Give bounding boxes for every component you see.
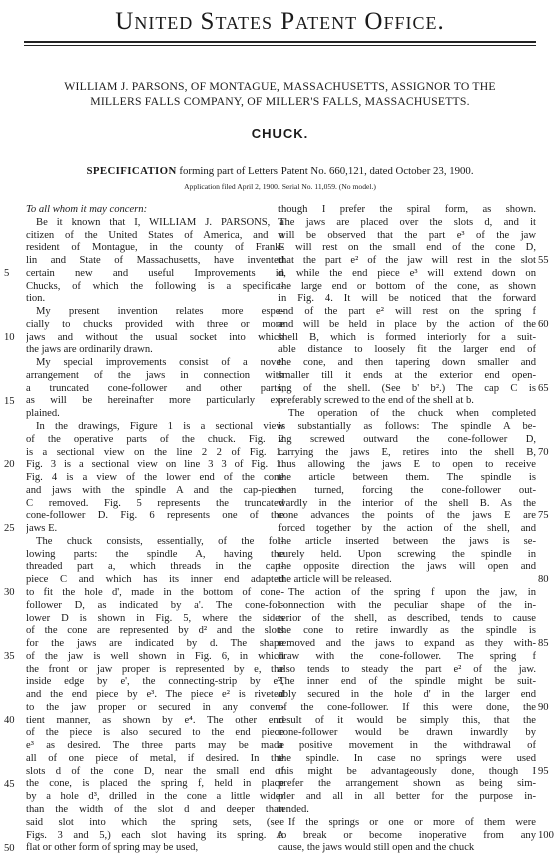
text-line: The operation of the chuck when completed: [278, 408, 536, 421]
text-line: a positive movement in the withdrawal of: [278, 740, 536, 753]
text-line: the article will be released.: [278, 574, 536, 587]
text-line: e³ as desired. The three parts may be made: [26, 740, 284, 753]
text-line: and will be held in place by the action of the: [278, 319, 536, 332]
text-line: of the operative parts of the chuck. Fig. 2: [26, 434, 284, 447]
text-line: carrying the jaws E, retires into the shell B,: [278, 447, 536, 460]
text-line: arrangement of the jaws in connection with: [26, 370, 284, 383]
text-line: and jaws with the spindle A and the cap-piece: [26, 485, 284, 498]
text-line: able distance to loosely fit the larger end of: [278, 344, 536, 357]
text-line: that the part e² of the jaw will rest in the slot: [278, 255, 536, 268]
line-number: 20: [4, 459, 24, 472]
text-line: than the width of the slot d and deeper than: [26, 804, 284, 817]
text-line: this might be advantageously done, though I: [278, 766, 536, 779]
text-line: flat or other form of spring may be used,: [26, 842, 284, 855]
text-line: resident of Montague, in the county of Frank-: [26, 242, 284, 255]
text-line: pler and all in all better for the purpose in-: [278, 791, 536, 804]
text-line: ably secured in the hole d' in the larger end: [278, 689, 536, 702]
text-line: The inner end of the spindle might be suit-: [278, 676, 536, 689]
line-number: 75: [538, 510, 558, 523]
text-line: connection with the peculiar shape of the in-: [278, 600, 536, 613]
patent-office-heading: United States Patent Office.: [0, 8, 560, 36]
patent-title: CHUCK.: [0, 126, 560, 141]
line-number: 15: [4, 396, 24, 409]
text-line: The jaws are placed over the slots d, and it: [278, 217, 536, 230]
text-line: jaws E.: [26, 523, 284, 536]
line-number: 85: [538, 638, 558, 651]
text-line: Be it known that I, WILLIAM J. PARSONS, a: [26, 217, 284, 230]
text-line: In the drawings, Figure 1 is a sectional view: [26, 421, 284, 434]
right-text-column: [278, 204, 536, 855]
text-line: preferably screwed to the end of the shell at b.: [278, 395, 536, 408]
text-line: certain new and useful Improvements in: [26, 268, 284, 281]
text-line: the article between them. The spindle is: [278, 472, 536, 485]
text-line: Fig. 3 is a sectional view on line 3 3 of Fig. 1.: [26, 459, 284, 472]
text-line: the cone to retire inwardly as the spindle is: [278, 625, 536, 638]
text-line: draw with the cone-follower. The spring f: [278, 651, 536, 664]
text-line: curely held. Upon screwing the spindle in: [278, 549, 536, 562]
text-line: to the jaw proper or secured in any conven-: [26, 702, 284, 715]
text-line: though I prefer the spiral form, as shown.: [278, 204, 536, 217]
text-line: tient manner, as shown by e⁴. The other end: [26, 715, 284, 728]
text-line: cone-follower D. Fig. 6 represents one of the: [26, 510, 284, 523]
text-line: the opposite direction the jaws will open and: [278, 561, 536, 574]
text-line: ing screwed outward the cone-follower D,: [278, 434, 536, 447]
text-line: in Fig. 4. It will be noticed that the forward: [278, 293, 536, 306]
text-line: C removed. Fig. 5 represents the truncated: [26, 498, 284, 511]
text-line: piece C and which has its inner end adapted: [26, 574, 284, 587]
text-line: the cone, is placed the spring f, held in place: [26, 778, 284, 791]
text-line: also tends to steady the part e² of the jaw.: [278, 664, 536, 677]
text-line: prefer the arrangement shown as being sim-: [278, 778, 536, 791]
line-number: 100: [538, 830, 558, 843]
line-number: 60: [538, 319, 558, 332]
line-number: 40: [4, 715, 24, 728]
text-line: thus allowing the jaws E to open to receive: [278, 459, 536, 472]
text-line: plained.: [26, 408, 284, 421]
text-line: to fit the hole d', made in the bottom of cone-: [26, 587, 284, 600]
text-line: of the piece is also secured to the end piece: [26, 727, 284, 740]
text-line: smaller till it ends at the exterior end open-: [278, 370, 536, 383]
text-line: Figs. 3 and 5,) each slot having its spring. A: [26, 830, 284, 843]
line-number: 50: [4, 843, 24, 855]
text-line: the large end or bottom of the cone, as shown: [278, 281, 536, 294]
text-line: said slot into which the spring sets, (see: [26, 817, 284, 830]
text-line: the spindle. In case no springs were used: [278, 753, 536, 766]
text-line: forced together by the action of the shell, and: [278, 523, 536, 536]
line-number: 80: [538, 574, 558, 587]
text-line: cone-follower would be drawn inwardly by: [278, 727, 536, 740]
text-line: tended.: [278, 804, 536, 817]
text-line: follower D, as indicated by a'. The cone-fol-: [26, 600, 284, 613]
text-line: cially to chucks provided with three or more: [26, 319, 284, 332]
left-text-column: [26, 204, 284, 855]
line-number: 30: [4, 587, 24, 600]
text-line: To all whom it may concern:: [26, 204, 284, 217]
text-line: wardly in the interior of the shell B. As the: [278, 498, 536, 511]
text-line: for the jaws are indicated by d. The shape: [26, 638, 284, 651]
text-line: removed and the jaws to expand as they with-: [278, 638, 536, 651]
text-line: of the jaw is well shown in Fig. 6, in which: [26, 651, 284, 664]
text-line: the front or jaw proper is represented by e, the: [26, 664, 284, 677]
inventor-block: [30, 80, 530, 109]
line-number: 10: [4, 332, 24, 345]
text-line: the cone, and then tapering down smaller and: [278, 357, 536, 370]
text-line: terior of the shell, as described, tends to cause: [278, 613, 536, 626]
text-line: My special improvements consist of a novel: [26, 357, 284, 370]
text-line: the jaws are ordinarily drawn.: [26, 344, 284, 357]
text-line: by a hole d³, drilled in the cone a little wider: [26, 791, 284, 804]
text-line: end of the part e² will rest on the spring f: [278, 306, 536, 319]
line-number: 25: [4, 523, 24, 536]
text-line: cone advances the points of the jaws E are: [278, 510, 536, 523]
text-line: lower D is shown in Fig. 5, where the sides: [26, 613, 284, 626]
heading-rule: [24, 41, 536, 43]
text-line: lin and State of Massachusetts, have invented: [26, 255, 284, 268]
text-line: of the cone-follower. If this were done, the: [278, 702, 536, 715]
text-line: to break or become inoperative from any: [278, 830, 536, 843]
text-line: cause, the jaws would still open and the chuck: [278, 842, 536, 855]
text-line: My present invention relates more espe-: [26, 306, 284, 319]
text-line: ing of the shell. (See b' b².) The cap C is: [278, 383, 536, 396]
text-line: shell B, which is formed interiorly for a suit-: [278, 332, 536, 345]
inventor-line: WILLIAM J. PARSONS, OF MONTAGUE, MASSACHUSETTS, ASSIGNOR TO THE: [30, 80, 530, 95]
text-line: then turned, forcing the cone-follower out-: [278, 485, 536, 498]
text-line: d, while the end piece e³ will extend down on: [278, 268, 536, 281]
line-number: 35: [4, 651, 24, 664]
line-number: 70: [538, 447, 558, 460]
text-line: as will be hereinafter more particularly ex-: [26, 395, 284, 408]
text-line: the article inserted between the jaws is se-: [278, 536, 536, 549]
text-line: The action of the spring f upon the jaw, in: [278, 587, 536, 600]
specification-label: SPECIFICATION: [86, 165, 176, 177]
text-line: lowing parts: the spindle A, having the: [26, 549, 284, 562]
heading-rule-thin: [24, 45, 536, 46]
line-number: 95: [538, 766, 558, 779]
text-line: of the cone are represented by d² and the slots: [26, 625, 284, 638]
line-number: 5: [4, 268, 24, 281]
application-filed-line: Application filed April 2, 1900. Serial No. 11,059. (No model.): [0, 182, 560, 191]
line-number: 45: [4, 779, 24, 792]
text-line: E will rest on the small end of the cone D,: [278, 242, 536, 255]
text-line: If the springs or one or more of them were: [278, 817, 536, 830]
text-line: jaws and without the usual socket into which: [26, 332, 284, 345]
text-line: inside edge by e', the connecting-strip by e²,: [26, 676, 284, 689]
text-line: threaded part a, which threads in the cap-: [26, 561, 284, 574]
line-number: 55: [538, 255, 558, 268]
text-line: result of it would be simply this, that the: [278, 715, 536, 728]
text-line: is a sectional view on the line 2 2 of Fig. 1.: [26, 447, 284, 460]
text-line: tion.: [26, 293, 284, 306]
inventor-line: MILLERS FALLS COMPANY, OF MILLER'S FALLS, MASSACHUSETTS.: [30, 95, 530, 110]
text-line: all of one piece of metal, if desired. In the: [26, 753, 284, 766]
text-line: Fig. 4 is a view of the lower end of the cone: [26, 472, 284, 485]
text-line: citizen of the United States of America, and a: [26, 230, 284, 243]
text-line: Chucks, of which the following is a specifica-: [26, 281, 284, 294]
specification-line: [0, 165, 560, 177]
text-line: will be observed that the part e³ of the jaw: [278, 230, 536, 243]
text-line: slots d of the cone D, near the small end of: [26, 766, 284, 779]
text-line: The chuck consists, essentially, of the fol-: [26, 536, 284, 549]
text-line: is substantially as follows: The spindle A be-: [278, 421, 536, 434]
line-number: 65: [538, 383, 558, 396]
text-line: a truncated cone-follower and other parts,: [26, 383, 284, 396]
specification-details: forming part of Letters Patent No. 660,121, dated October 23, 1900.: [179, 165, 473, 177]
line-number: 90: [538, 702, 558, 715]
text-line: and the end piece by e³. The piece e² is riveted: [26, 689, 284, 702]
